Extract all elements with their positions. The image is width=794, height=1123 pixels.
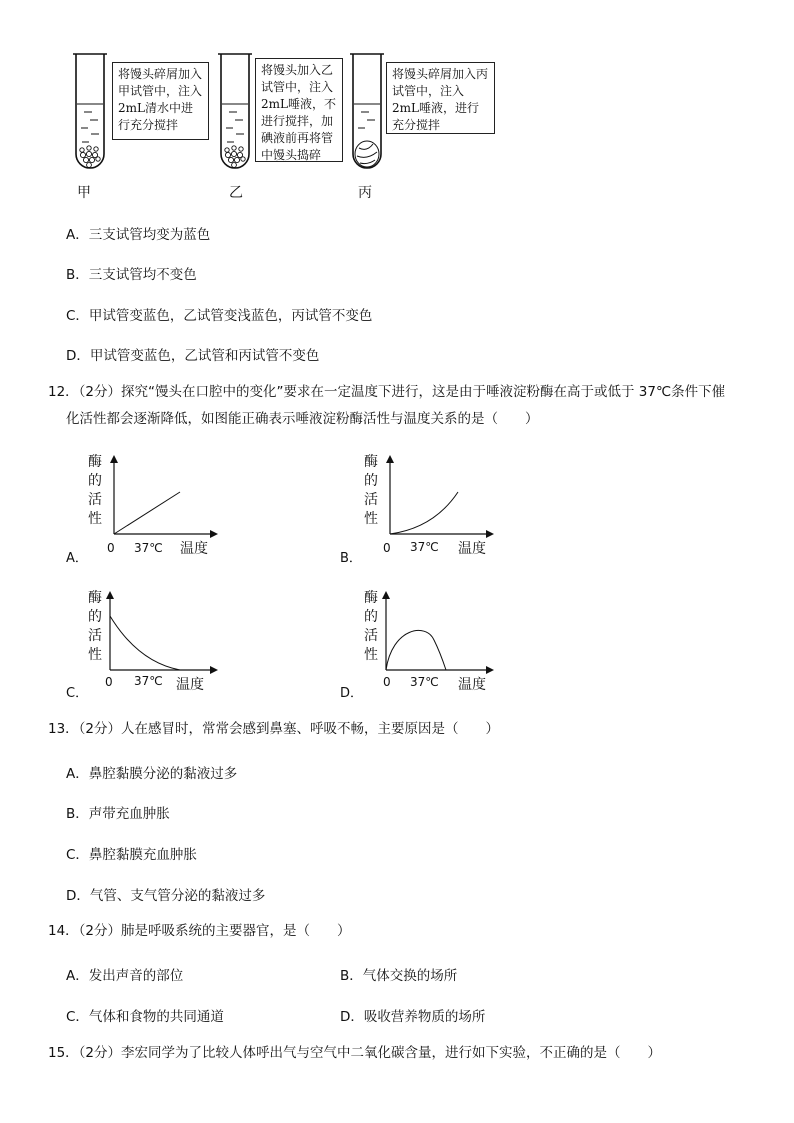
q12-stem-line1: 12．（2分）探究“馒头在口腔中的变化”要求在一定温度下进行，这是由于唾液淀粉酶在高于或低于 37℃条件下催 (48, 384, 726, 400)
graph-d-xlabel: 温度 (458, 677, 486, 693)
graph-a-tick-37: 37℃ (134, 541, 163, 555)
graph-b-origin: 0 (383, 541, 391, 555)
q14-option-c[interactable]: C．气体和食物的共同通道 (66, 1009, 224, 1025)
tube-bing-note: 将馒头碎屑加入丙试管中，注入2mL唾液，进行充分搅拌 (386, 62, 495, 134)
q13-option-d[interactable]: D．气管、支气管分泌的黏液过多 (66, 888, 266, 904)
graph-b-y-arrow (386, 455, 394, 463)
graph-b-ylabel-1: 酶 (364, 454, 378, 470)
q13-option-a[interactable]: A．鼻腔黏膜分泌的黏液过多 (66, 766, 238, 782)
graph-b-ylabel-4: 性 (364, 511, 378, 527)
graph-d-y-arrow (382, 591, 390, 599)
q12-graph-a[interactable] (86, 452, 226, 560)
graph-c-xlabel: 温度 (176, 677, 204, 693)
tube-yi-label: 乙 (229, 185, 243, 201)
q15-stem: 15．（2分）李宏同学为了比较人体呼出气与空气中二氧化碳含量，进行如下实验，不正确的是（ ） (48, 1045, 662, 1061)
graph-d-origin: 0 (383, 675, 391, 689)
tube-bing-label: 丙 (358, 185, 372, 201)
q14-stem: 14．（2分）肺是呼吸系统的主要器官，是（ ） (48, 923, 351, 939)
graph-a-ylabel-3: 活 (88, 492, 102, 508)
q12-option-d-label[interactable]: D． (340, 686, 364, 701)
graph-a-ylabel-2: 的 (88, 473, 102, 489)
q13-stem: 13．（2分）人在感冒时，常常会感到鼻塞、呼吸不畅，主要原因是（ ） (48, 721, 500, 737)
q12-graph-d[interactable] (362, 588, 502, 696)
graph-d-ylabel-1: 酶 (364, 590, 378, 606)
q12-graph-b[interactable] (362, 452, 502, 560)
graph-a-x-arrow (210, 530, 218, 538)
q12-graph-c[interactable] (86, 588, 226, 696)
q11-option-a[interactable]: A．三支试管均变为蓝色 (66, 227, 211, 243)
graph-b-tick-37: 37℃ (410, 540, 439, 554)
q14-option-a[interactable]: A．发出声音的部位 (66, 968, 184, 984)
graph-b-xlabel: 温度 (458, 541, 486, 557)
q11-option-d[interactable]: D．甲试管变蓝色，乙试管和丙试管不变色 (66, 348, 320, 364)
q13-option-b[interactable]: B．声带充血肿胀 (66, 806, 170, 822)
tube-jia-label: 甲 (77, 185, 91, 201)
q12-option-a-label[interactable]: A． (66, 551, 88, 566)
graph-a-ylabel-4: 性 (88, 511, 102, 527)
tube-yi-note: 将馒头加入乙试管中，注入2mL唾液，不进行搅拌，加碘液前再将管中馒头捣碎 (255, 58, 343, 162)
q13-option-c[interactable]: C．鼻腔黏膜充血肿胀 (66, 847, 197, 863)
graph-b-ylabel-3: 活 (364, 492, 378, 508)
q11-option-c[interactable]: C．甲试管变蓝色，乙试管变浅蓝色，丙试管不变色 (66, 308, 373, 324)
graph-d-curve (386, 630, 446, 670)
test-tube-jia (70, 52, 110, 177)
q14-option-b[interactable]: B．气体交换的场所 (340, 968, 458, 984)
q12-option-c-label[interactable]: C． (66, 686, 89, 701)
graph-a-origin: 0 (107, 541, 115, 555)
graph-a-curve (114, 492, 180, 534)
graph-a-y-arrow (110, 455, 118, 463)
graph-a-ylabel-1: 酶 (88, 454, 102, 470)
test-tube-bing (347, 52, 387, 177)
graph-c-origin: 0 (105, 675, 113, 689)
q11-option-b[interactable]: B．三支试管均不变色 (66, 267, 197, 283)
tube-jia-note: 将馒头碎屑加入甲试管中，注入2mL清水中进行充分搅拌 (112, 62, 209, 140)
graph-d-ylabel-2: 的 (364, 609, 378, 625)
graph-c-tick-37: 37℃ (134, 674, 163, 688)
q12-stem-line2: 化活性都会逐渐降低，如图能正确表示唾液淀粉酶活性与温度关系的是（ ） (66, 411, 539, 427)
test-tube-yi (215, 52, 255, 177)
q12-option-b-label[interactable]: B． (340, 551, 362, 566)
graph-c-y-arrow (106, 591, 114, 599)
q14-option-d[interactable]: D．吸收营养物质的场所 (340, 1009, 486, 1025)
graph-a-xlabel: 温度 (180, 541, 208, 557)
graph-d-tick-37: 37℃ (410, 675, 439, 689)
graph-b-ylabel-2: 的 (364, 473, 378, 489)
graph-d-x-arrow (486, 666, 494, 674)
graph-b-curve (390, 492, 458, 534)
graph-c-curve (110, 616, 180, 670)
graph-c-ylabel-1: 酶 (88, 590, 102, 606)
graph-c-ylabel-4: 性 (88, 647, 102, 663)
graph-d-ylabel-3: 活 (364, 628, 378, 644)
graph-c-x-arrow (210, 666, 218, 674)
graph-c-ylabel-2: 的 (88, 609, 102, 625)
graph-d-ylabel-4: 性 (364, 647, 378, 663)
graph-b-x-arrow (486, 530, 494, 538)
graph-c-ylabel-3: 活 (88, 628, 102, 644)
